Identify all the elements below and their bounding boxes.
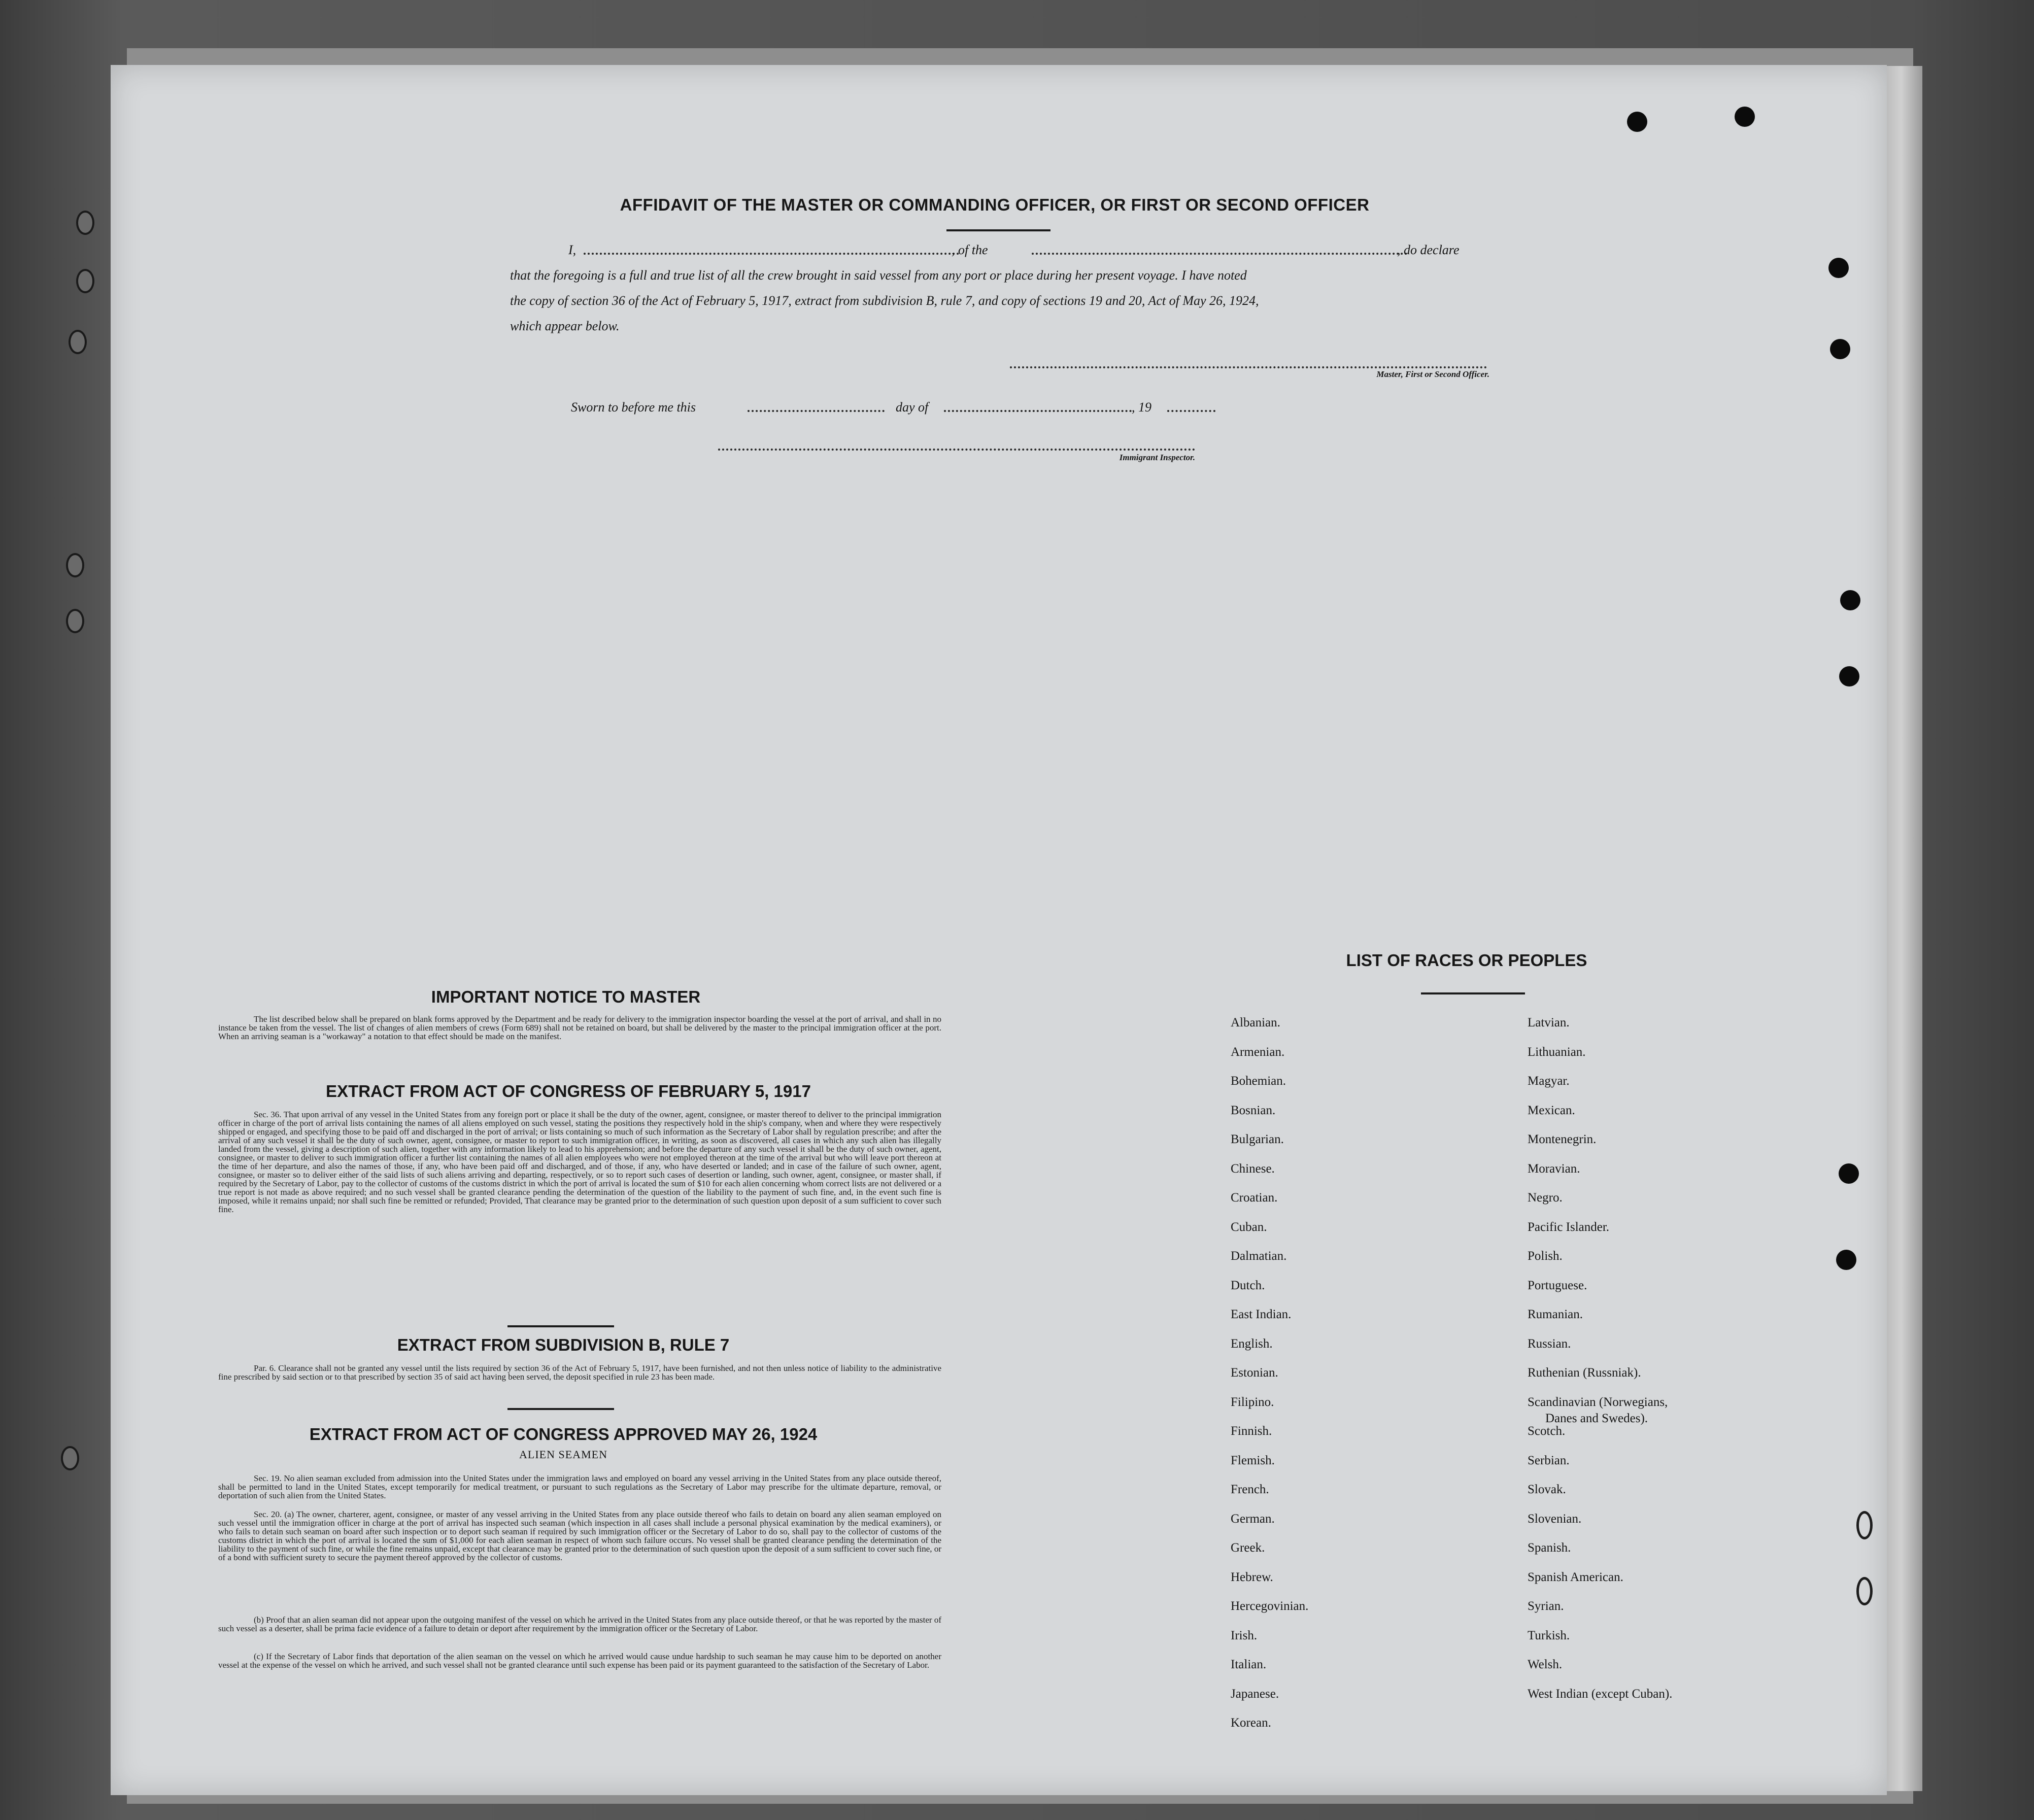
ring-hole-icon bbox=[1856, 1511, 1873, 1539]
divider bbox=[946, 229, 1050, 231]
race-item: Hercegovinian. bbox=[1231, 1599, 1309, 1613]
sworn-year: , 19 bbox=[1132, 400, 1151, 415]
race-item: Cuban. bbox=[1231, 1220, 1267, 1234]
inspector-caption: Immigrant Inspector. bbox=[1119, 453, 1195, 462]
extract-1917-text: Sec. 36. That upon arrival of any vessel in the United States from any foreign port or place it shall be the duty of the owner, agent, consignee, or master thereof to deliver to the principal immigration officer in charge of the port of arrival lists containing the names of all aliens employed on such vessel, stating the positions they respectively hold in the ship's company, when and where they were respectively shipped or engaged, and specifying those to be paid off and discharged in the port of arrival; or lists containing so much of such information as the Secretary of Labor shall by regulation prescribe; and after the arrival of any such vessel it shall be the duty of such owner, agent, consignee, or master to report to such immigration officer, in writing, as soon as discovered, all cases in which any such alien has illegally landed from the vessel, giving a description of such alien, together with any information likely to lead to his apprehension; and before the departure of any such vessel it shall be the duty of such owner, agent, consignee, or master to deliver to such immigration officer a further list containing the names of all alien employees who were not employed thereon at the time of the arrival but who will leave port thereon at the time of her departure, and also the names of those, if any, who have been paid off and discharged, and of those, if any, who have deserted or landed; and in case of the failure of such owner, agent, consignee, or master so to deliver either of the said lists of such aliens arriving and departing, respectively, or so to report such cases of desertion or landing, such owner, agent, consignee, or master shall, if required by the Secretary of Labor, pay to the collector of customs of the customs district in which the port of arrival is located the sum of $10 for each alien concerning whom correct lists are not delivered or a true report is not made as above required; and no such vessel shall be granted clearance pending the determination of the question of the liability to the payment of such fine, and, in the event such fine is imposed, while it remains unpaid; nor shall such fine be remitted or refunded; Provided, That clearance may be granted prior to the determination of such question upon deposit of a sum sufficient to cover such fine. bbox=[218, 1110, 941, 1214]
name-blank bbox=[584, 253, 959, 255]
race-item: Bosnian. bbox=[1231, 1103, 1276, 1117]
affidavit-title: AFFIDAVIT OF THE MASTER OR COMMANDING OFFICER, OR FIRST OR SECOND OFFICER bbox=[620, 195, 1370, 214]
race-item: French. bbox=[1231, 1483, 1269, 1496]
race-item: German. bbox=[1231, 1512, 1275, 1526]
sec-20b-text: (b) Proof that an alien seaman did not appear upon the outgoing manifest of the vessel on which he arrived in the United States from any place outside thereof, or that he was reported by the master of such vessel as a deserter, shall be prima facie evidence of a failure to detain or deport after requirement by the immigration officer or the Secretary of Labor. bbox=[218, 1615, 941, 1633]
binder-ring-icon bbox=[61, 1446, 79, 1470]
inspector-signature-line bbox=[718, 449, 1195, 451]
punch-hole-icon bbox=[1836, 1250, 1856, 1270]
affidavit-of-the: , of the bbox=[952, 243, 988, 257]
race-item: Italian. bbox=[1231, 1658, 1267, 1671]
extract-rule7-title: EXTRACT FROM SUBDIVISION B, RULE 7 bbox=[397, 1335, 730, 1354]
month-blank bbox=[944, 410, 1132, 412]
race-item: Danes and Swedes). bbox=[1545, 1411, 1648, 1425]
race-item: Slovenian. bbox=[1528, 1512, 1582, 1526]
extract-1917-title: EXTRACT FROM ACT OF CONGRESS OF FEBRUARY 5, 1917 bbox=[326, 1082, 811, 1101]
punch-hole-icon bbox=[1830, 339, 1850, 359]
ring-hole-icon bbox=[1856, 1577, 1873, 1605]
race-item: Polish. bbox=[1528, 1249, 1563, 1263]
race-item: Estonian. bbox=[1231, 1366, 1278, 1380]
punch-hole-icon bbox=[1828, 258, 1849, 278]
race-item: English. bbox=[1231, 1336, 1273, 1351]
race-item: East Indian. bbox=[1231, 1308, 1292, 1321]
page-stack-edge bbox=[1887, 66, 1922, 1791]
race-item: Armenian. bbox=[1231, 1045, 1285, 1059]
races-title: LIST OF RACES OR PEOPLES bbox=[1346, 951, 1587, 970]
punch-hole-icon bbox=[1840, 590, 1860, 610]
race-item: Ruthenian (Russniak). bbox=[1528, 1366, 1641, 1380]
race-item: Slovak. bbox=[1528, 1483, 1566, 1496]
date-blank bbox=[748, 410, 885, 412]
affidavit-line-4: which appear below. bbox=[510, 319, 620, 333]
race-item: Scotch. bbox=[1528, 1424, 1566, 1438]
race-item: Dalmatian. bbox=[1231, 1249, 1287, 1263]
race-item: Finnish. bbox=[1231, 1424, 1272, 1438]
race-item: Latvian. bbox=[1528, 1016, 1570, 1029]
race-item: Russian. bbox=[1528, 1336, 1571, 1351]
race-item: Montenegrin. bbox=[1528, 1132, 1597, 1146]
race-item: Welsh. bbox=[1528, 1658, 1563, 1671]
affidavit-line-2: that the foregoing is a full and true list of all the crew brought in said vessel from any port or place during her present voyage. I have noted bbox=[510, 268, 1247, 283]
year-blank bbox=[1167, 410, 1215, 412]
race-item: Irish. bbox=[1231, 1628, 1258, 1642]
race-item: Korean. bbox=[1231, 1716, 1271, 1730]
race-item: Rumanian. bbox=[1528, 1308, 1583, 1321]
race-item: Dutch. bbox=[1231, 1278, 1265, 1292]
master-signature-line bbox=[1010, 366, 1487, 368]
binder-ring-icon bbox=[76, 269, 94, 293]
race-item: Lithuanian. bbox=[1528, 1045, 1586, 1059]
sec-20c-text: (c) If the Secretary of Labor finds that deportation of the alien seaman on the vessel on which he arrived would cause undue hardship to such seaman he may cause him to be deported on another vessel at the expense of the vessel on which he arrived, and such vessel shall not be granted clearance until such expense has been paid or its payment guaranteed to the satisfaction of the Secretary of Labor. bbox=[218, 1652, 941, 1670]
race-item: Filipino. bbox=[1231, 1395, 1274, 1409]
race-item: West Indian (except Cuban). bbox=[1528, 1687, 1673, 1701]
race-item: Spanish. bbox=[1528, 1541, 1571, 1555]
race-item: Greek. bbox=[1231, 1541, 1265, 1555]
race-item: Bulgarian. bbox=[1231, 1132, 1284, 1146]
vessel-blank bbox=[1032, 253, 1407, 255]
race-item: Albanian. bbox=[1231, 1016, 1280, 1029]
race-item: Bohemian. bbox=[1231, 1074, 1286, 1088]
race-item: Turkish. bbox=[1528, 1628, 1570, 1642]
race-item: Mexican. bbox=[1528, 1103, 1575, 1117]
punch-hole-icon bbox=[1735, 107, 1755, 127]
sec-20a-text: Sec. 20. (a) The owner, charterer, agent, consignee, or master of any vessel arriving in the United States from any place outside thereof who fails to detain on board any alien seaman employed on such vessel until the immigration officer in charge at the port of arrival has inspected such seaman (which inspection in all cases shall include a personal physical examination by the medical examiners), or who fails to detain such seaman on board after such inspection or to deport such seaman if required by such immigration officer or the Secretary of Labor to do so, shall pay to the collector of customs of the customs district in which the port of arrival is located the sum of $1,000 for each alien seaman in respect of whom such failure occurs. No vessel shall be granted clearance pending the determination of the liability to the payment of such fine, or while the fine remains unpaid, except that clearance may be granted prior to the determination of such question upon the deposit of a sum sufficient to cover such fine, or of a bond with sufficient surety to secure the payment thereof approved by the collector of customs. bbox=[218, 1509, 941, 1562]
extract-1924-title: EXTRACT FROM ACT OF CONGRESS APPROVED MAY 26, 1924 bbox=[309, 1425, 818, 1444]
punch-hole-icon bbox=[1839, 666, 1859, 686]
race-item: Moravian. bbox=[1528, 1161, 1580, 1176]
affidavit-i: I, bbox=[568, 243, 577, 257]
divider bbox=[1421, 992, 1525, 994]
race-item: Magyar. bbox=[1528, 1074, 1570, 1088]
race-item: Serbian. bbox=[1528, 1453, 1570, 1467]
extract-rule7-text: Par. 6. Clearance shall not be granted any vessel until the lists required by section 36 of the Act of February 5, 1917, have been furnished, and not then unless notice of liability to the administrative fine prescribed by said section or to that prescribed by section 35 of said act having been served, the deposit specified in rule 23 has been made. bbox=[218, 1363, 941, 1382]
sworn-prefix: Sworn to before me this bbox=[571, 400, 696, 415]
race-item: Negro. bbox=[1528, 1191, 1563, 1205]
race-item: Flemish. bbox=[1231, 1453, 1275, 1467]
race-item: Croatian. bbox=[1231, 1191, 1278, 1205]
affidavit-line-3: the copy of section 36 of the Act of February 5, 1917, extract from subdivision B, rule 7, and copy of sections 19 and 20, Act of May 26, 1924, bbox=[510, 293, 1259, 308]
race-item: Chinese. bbox=[1231, 1161, 1275, 1176]
notice-text: The list described below shall be prepared on blank forms approved by the Department and be ready for delivery to the immigration inspector boarding the vessel at the port of arrival, and shall in no instance be taken from the vessel. The list of changes of alien members of crews (Form 689) shall not be retained on board, but shall be delivered by the master to the principal immigration officer at the port. When an arriving seaman is a "workaway" a notation to that effect should be made on the manifest. bbox=[218, 1014, 941, 1041]
binder-ring-icon bbox=[69, 330, 87, 354]
punch-hole-icon bbox=[1839, 1163, 1859, 1184]
binder-ring-icon bbox=[76, 211, 94, 235]
master-caption: Master, First or Second Officer. bbox=[1376, 369, 1489, 379]
notice-title: IMPORTANT NOTICE TO MASTER bbox=[431, 987, 701, 1006]
sworn-day: day of bbox=[896, 400, 929, 415]
divider bbox=[507, 1408, 614, 1410]
sec-19-text: Sec. 19. No alien seaman excluded from admission into the United States under the immigration laws and employed on board any vessel arriving in the United States from any place outside thereof, shall be permitted to land in the United States, except temporarily for medical treatment, or pursuant to such regulations as the Secretary of Labor may prescribe for the ultimate departure, removal, or deportation of such alien from the United States. bbox=[218, 1473, 941, 1500]
race-item: Scandinavian (Norwegians, bbox=[1528, 1395, 1668, 1409]
binder-ring-icon bbox=[66, 609, 84, 633]
race-item: Japanese. bbox=[1231, 1687, 1279, 1701]
extract-1924-subtitle: ALIEN SEAMEN bbox=[519, 1448, 607, 1461]
divider bbox=[507, 1325, 614, 1327]
race-item: Pacific Islander. bbox=[1528, 1220, 1610, 1234]
race-item: Hebrew. bbox=[1231, 1570, 1273, 1584]
race-item: Syrian. bbox=[1528, 1599, 1564, 1613]
race-item: Spanish American. bbox=[1528, 1570, 1623, 1584]
binder-ring-icon bbox=[66, 553, 84, 577]
affidavit-do-declare: , do declare bbox=[1397, 243, 1460, 257]
race-item: Portuguese. bbox=[1528, 1278, 1587, 1292]
punch-hole-icon bbox=[1627, 112, 1647, 132]
